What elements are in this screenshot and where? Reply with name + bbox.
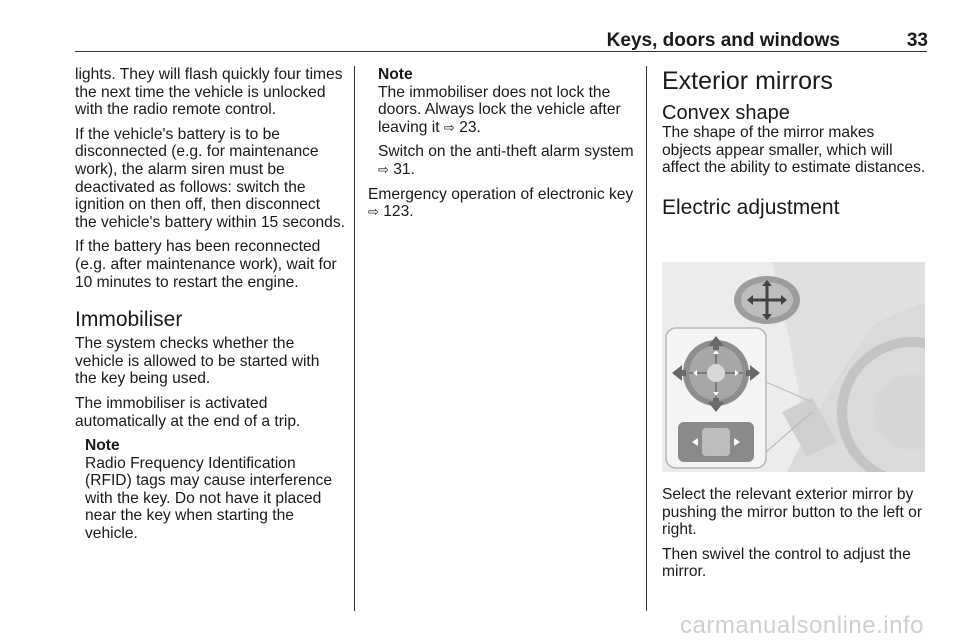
watermark: carmanualsonline.info <box>680 612 924 639</box>
column-1 <box>75 66 345 543</box>
paragraph-select-mirror: Select the relevant exterior mirror by pushing the mirror button to the left or right. <box>662 486 923 539</box>
running-header-title: Keys, doors and windows <box>606 30 840 51</box>
column-divider-left <box>354 66 355 611</box>
paragraph-battery-reconnect: If the battery has been reconnected (e.g. after maintenance work), wait for 10 minutes to restart the engine. <box>75 238 337 291</box>
column-2 <box>368 66 638 228</box>
note-immobiliser-lock <box>368 66 638 179</box>
paragraph-immobiliser-activated: The immobiliser is activated automatically at the end of a trip. <box>75 394 301 430</box>
heading-electric-adjustment: Electric adjustment <box>662 195 840 219</box>
mirror-control-drawing <box>662 262 925 472</box>
page-reference-icon: ⇨ <box>443 119 455 135</box>
note-label: Note <box>378 66 413 83</box>
mirror-control-illustration <box>662 262 925 472</box>
page-reference-icon: ⇨ <box>378 161 389 177</box>
note-text: The immobiliser does not lock the doors. Always lock the vehicle after leaving it ⇨ 23. <box>378 83 621 136</box>
page-reference-link[interactable]: 23 <box>459 118 477 136</box>
paragraph-battery-disconnect: If the vehicle's battery is to be disconnected (e.g. for maintenance work), the alarm siren must be deactivated as follows: switch the ignition on then off, then disconnect the vehicle's battery within 15 seconds. <box>75 125 345 231</box>
page-reference-icon: ⇨ <box>368 204 379 220</box>
note-label: Note <box>85 437 120 455</box>
note-text: Radio Frequency Identification (RFID) tags may cause interference with the key. Do not have it placed near the key when starting the vehicle. <box>85 454 332 543</box>
column-divider-right <box>646 66 647 611</box>
paragraph-anti-theft: Switch on the anti-theft alarm system ⇨ 31. <box>378 143 634 178</box>
paragraph-emergency-key: Emergency operation of electronic key ⇨ 123. <box>368 185 634 221</box>
header-rule <box>75 51 927 52</box>
column-3 <box>662 66 927 221</box>
paragraph-immobiliser-check: The system checks whether the vehicle is allowed to be started with the key being used. <box>75 335 320 388</box>
page-reference-link[interactable]: 31 <box>393 160 411 178</box>
page-number: 33 <box>906 30 928 51</box>
paragraph-convex: The shape of the mirror makes objects appear smaller, which will affect the ability to estimate distances. <box>662 124 926 177</box>
page-reference-link[interactable]: 123 <box>383 203 410 221</box>
column-3-lower <box>662 486 927 588</box>
note-rfid <box>75 437 345 543</box>
paragraph-swivel-control: Then swivel the control to adjust the mirror. <box>662 545 911 581</box>
heading-exterior-mirrors: Exterior mirrors <box>662 67 833 95</box>
heading-immobiliser: Immobiliser <box>75 308 183 332</box>
paragraph-lights: lights. They will flash quickly four times the next time the vehicle is unlocked with the radio remote control. <box>75 66 343 119</box>
heading-convex-shape: Convex shape <box>662 102 790 124</box>
